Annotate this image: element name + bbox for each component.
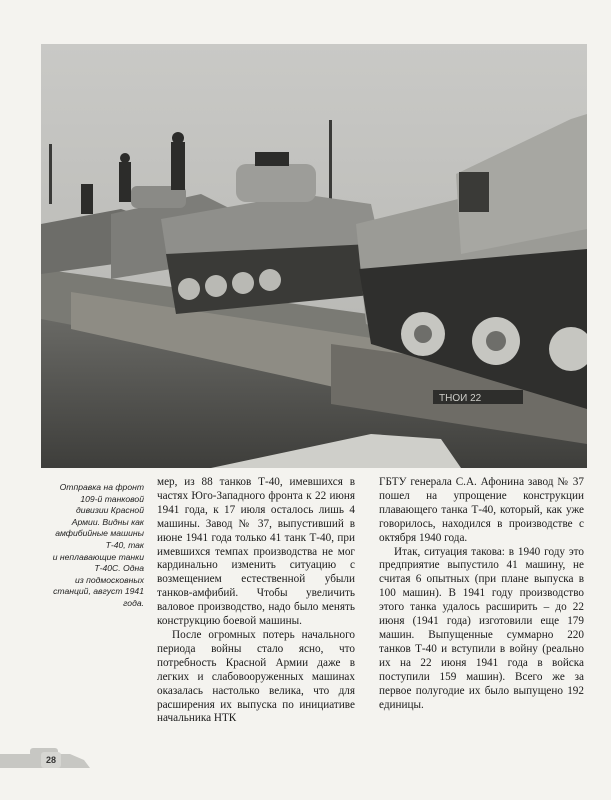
photo-caption: Отправка на фронт 109-й танковой дивизии Красной Армии. Видны как амфибийные машины Т-40, так и неплавающие танки Т-40С. Одна из подмосковных станций, август 1941 года. <box>52 482 144 608</box>
wagon-marking: ТНОИ 22 <box>439 393 482 404</box>
photo-tanks-on-train <box>41 44 587 468</box>
text-column-2 <box>379 476 584 712</box>
page-number: 28 <box>41 752 61 768</box>
paragraph: Итак, ситуация такова: в 1940 году это предприятие выпустило 41 машину, не считая 6 опытных (при плане выпуска в 100 машин). В 1941 году производство этого танка удалось расширить – до 22 июня (1941 года) изготовили еще 179 машин. Выпущенные суммарно 220 танков Т-40 и вступили в войну (реально их на 22 июня 1941 года в войска поступили 159 машин). Всего же за первое полугодие их было выпущено 192 единицы. <box>379 545 584 711</box>
paragraph: ГБТУ генерала С.А. Афонина завод № 37 пошел на упрощение конструкции плавающего танка Т-40, который, как уже говорилось, находился в производстве с октября 1940 года. <box>379 476 584 544</box>
paragraph: мер, из 88 танков Т-40, имевшихся в частях Юго-Западного фронта к 22 июня 1941 года, к 17 июля осталось лишь 4 машины. Завод № 37, выпустивший в июне 1941 года только 41 танк Т-40, при имевшихся темпах производства не мог кардинально изменить ситуацию с возмещением естественной убыли танков-амфибий. Чтобы увеличить валовое производство, надо было менять конструкцию боевой машины. <box>157 476 355 628</box>
text-column-1 <box>157 476 355 726</box>
paragraph: После огромных потерь начального периода войны стало ясно, что потребность Красной Армии даже в легких и слабовооруженных машинах оказалась настолько велика, что для расширения их выпуска по инициативе начальника НТК <box>157 628 355 725</box>
